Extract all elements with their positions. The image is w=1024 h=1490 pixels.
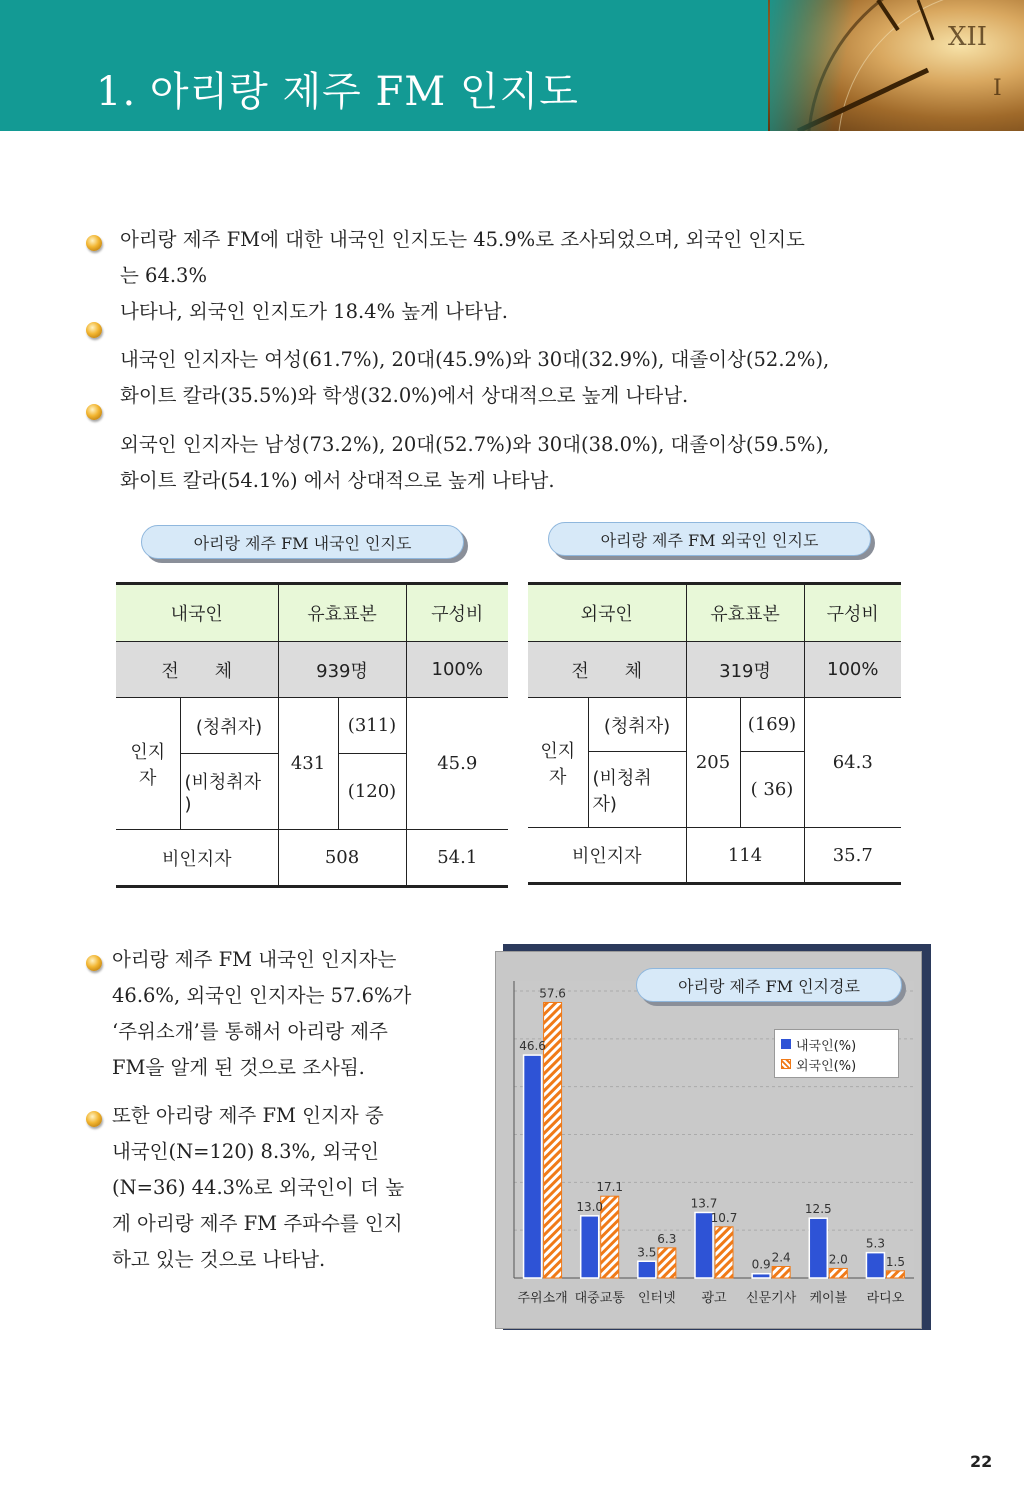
aware-label <box>528 698 588 828</box>
listener-n: (311) <box>338 698 406 754</box>
domestic-table-label: 아리랑 제주 FM 내국인 인지도 <box>141 525 464 559</box>
data-label-domestic: 0.9 <box>751 1257 771 1272</box>
intro-paragraph-3 <box>120 427 950 499</box>
bar-domestic <box>866 1253 884 1278</box>
bar-domestic <box>752 1274 770 1278</box>
aware-pct: 45.9 <box>406 698 508 830</box>
text-line: 인지 <box>130 741 166 763</box>
nonlistener-label <box>180 754 278 830</box>
data-label-domestic: 13.0 <box>576 1199 604 1214</box>
text-line: 나타나, 외국인 인지도가 18.4% 높게 나타남. <box>120 300 508 323</box>
total-label: 전 체 <box>116 642 278 698</box>
legend-swatch-striped <box>781 1059 791 1069</box>
nonlistener-n: ( 36) <box>740 752 804 828</box>
text-line: 46.6%, 외국인 인지자는 57.6%가 <box>112 984 412 1007</box>
total-pct: 100% <box>804 642 901 698</box>
text-line: 인지 <box>540 740 576 762</box>
aware-pct: 64.3 <box>804 698 901 828</box>
bottom-paragraph-1 <box>112 942 482 1086</box>
category-label: 인터넷 <box>638 1291 676 1306</box>
bar-domestic <box>638 1261 656 1278</box>
text-line: 또한 아리랑 제주 FM 인지자 중 <box>112 1104 384 1127</box>
data-label-domestic: 12.5 <box>804 1202 832 1217</box>
category-label: 광고 <box>701 1291 727 1306</box>
chart-legend <box>774 1029 899 1078</box>
bar-foreign <box>772 1267 790 1278</box>
text-line: 는 64.3% <box>120 264 207 287</box>
intro-paragraph-2 <box>120 342 950 414</box>
unaware-n: 114 <box>686 828 804 884</box>
total-n: 319명 <box>686 642 804 698</box>
unaware-pct: 54.1 <box>406 830 508 887</box>
data-label-domestic: 5.3 <box>865 1236 885 1251</box>
data-label-foreign: 2.4 <box>771 1250 791 1265</box>
listener-label: (청취자) <box>588 698 686 752</box>
unaware-label: 비인지자 <box>528 828 686 884</box>
category-label: 주위소개 <box>517 1291 568 1306</box>
header-cell: 구성비 <box>804 584 901 642</box>
table-header-row <box>528 584 901 642</box>
bar-foreign <box>715 1227 733 1278</box>
svg-text:I: I <box>993 76 1002 101</box>
legend-swatch-blue <box>781 1039 791 1049</box>
text-line: 자) <box>592 793 617 815</box>
chart-title: 아리랑 제주 FM 인지경로 <box>636 968 902 1002</box>
text-line: 아리랑 제주 FM 내국인 인지자는 <box>112 948 397 971</box>
listener-label: (청취자) <box>180 698 278 754</box>
intro-paragraph-1 <box>120 222 950 330</box>
header-cell: 구성비 <box>406 584 508 642</box>
table-row <box>116 698 508 754</box>
nonlistener-n: (120) <box>338 754 406 830</box>
total-label: 전 체 <box>528 642 686 698</box>
text-line: ‘주위소개’를 통해서 아리랑 제주 <box>112 1020 388 1043</box>
text-line: 내국인 인지자는 여성(61.7%), 20대(45.9%)와 30대(32.9%), 대졸이상(52.2%), <box>120 348 830 371</box>
bar-foreign <box>544 1002 562 1278</box>
domestic-awareness-table <box>116 582 508 888</box>
legend-item-foreign <box>781 1054 892 1074</box>
total-pct: 100% <box>406 642 508 698</box>
data-label-foreign: 6.3 <box>657 1231 677 1246</box>
bar-foreign <box>601 1196 619 1278</box>
foreign-awareness-table <box>528 582 901 885</box>
bullet-icon <box>86 322 102 338</box>
text-line: 내국인(N=120) 8.3%, 외국인 <box>112 1140 379 1163</box>
bar-foreign <box>658 1248 676 1278</box>
text-line: 자 <box>139 767 157 789</box>
category-label: 라디오 <box>866 1291 905 1306</box>
data-label-domestic: 3.5 <box>637 1245 657 1260</box>
plot-area <box>514 981 914 1278</box>
legend-label: 외국인(%) <box>796 1058 857 1074</box>
bullet-icon <box>86 1111 102 1127</box>
bar-domestic <box>524 1055 542 1278</box>
data-label-foreign: 1.5 <box>885 1254 905 1269</box>
table-row <box>528 698 901 752</box>
header-cell: 외국인 <box>528 584 686 642</box>
bottom-paragraph-2 <box>112 1098 482 1278</box>
table-row <box>116 830 508 887</box>
text-line: (비청취자 <box>184 772 262 793</box>
bar-domestic <box>809 1218 827 1278</box>
bar-foreign <box>829 1268 847 1278</box>
bar-foreign <box>886 1271 904 1278</box>
total-n: 939명 <box>278 642 406 698</box>
text-line: (비청취 <box>592 767 652 789</box>
awareness-route-chart <box>495 951 922 1329</box>
foreign-table-label: 아리랑 제주 FM 외국인 인지도 <box>548 522 871 556</box>
table-total-row <box>528 642 901 698</box>
svg-text:XII: XII <box>948 22 988 52</box>
bar-domestic <box>581 1216 599 1278</box>
legend-label: 내국인(%) <box>796 1038 857 1054</box>
page-header <box>0 0 1024 131</box>
data-label-domestic: 13.7 <box>690 1196 718 1211</box>
bullet-icon <box>86 404 102 420</box>
aware-label <box>116 698 180 830</box>
header-cell: 내국인 <box>116 584 278 642</box>
text-line: 외국인 인지자는 남성(73.2%), 20대(52.7%)와 30대(38.0%), 대졸이상(59.5%), <box>120 433 830 456</box>
header-shade <box>770 0 890 131</box>
text-line: 자 <box>549 766 567 788</box>
category-label: 케이블 <box>809 1291 848 1306</box>
data-label-domestic: 46.6 <box>519 1039 546 1054</box>
category-label: 신문기사 <box>746 1291 797 1306</box>
listener-n: (169) <box>740 698 804 752</box>
data-label-foreign: 2.0 <box>828 1252 848 1267</box>
text-line: 게 아리랑 제주 FM 주파수를 인지 <box>112 1212 403 1235</box>
unaware-pct: 35.7 <box>804 828 901 884</box>
aware-n: 431 <box>278 698 338 830</box>
nonlistener-label <box>588 752 686 828</box>
data-label-foreign: 17.1 <box>596 1180 624 1195</box>
text-line: (N=36) 44.3%로 외국인이 더 높 <box>112 1176 405 1199</box>
text-line: ) <box>184 794 192 815</box>
bullet-icon <box>86 235 102 251</box>
data-label-foreign: 57.6 <box>539 986 566 1001</box>
table-row <box>528 828 901 884</box>
page-title: 1. 아리랑 제주 FM 인지도 <box>96 69 579 115</box>
text-line: FM을 알게 된 것으로 조사됨. <box>112 1056 365 1079</box>
header-cell: 유효표본 <box>686 584 804 642</box>
text-line: 화이트 칼라(35.5%)와 학생(32.0%)에서 상대적으로 높게 나타남. <box>120 384 689 407</box>
data-label-foreign: 10.7 <box>710 1210 738 1225</box>
legend-item-domestic <box>781 1034 892 1054</box>
table-header-row <box>116 584 508 642</box>
aware-n: 205 <box>686 698 740 828</box>
unaware-n: 508 <box>278 830 406 887</box>
bullet-icon <box>86 955 102 971</box>
text-line: 아리랑 제주 FM에 대한 내국인 인지도는 45.9%로 조사되었으며, 외국인 인지도 <box>120 228 805 251</box>
header-cell: 유효표본 <box>278 584 406 642</box>
unaware-label: 비인지자 <box>116 830 278 887</box>
text-line: 하고 있는 것으로 나타남. <box>112 1248 326 1271</box>
category-label: 대중교통 <box>574 1291 625 1306</box>
text-line: 화이트 칼라(54.1%) 에서 상대적으로 높게 나타남. <box>120 469 555 492</box>
page-number: 22 <box>970 1452 993 1471</box>
table-total-row <box>116 642 508 698</box>
